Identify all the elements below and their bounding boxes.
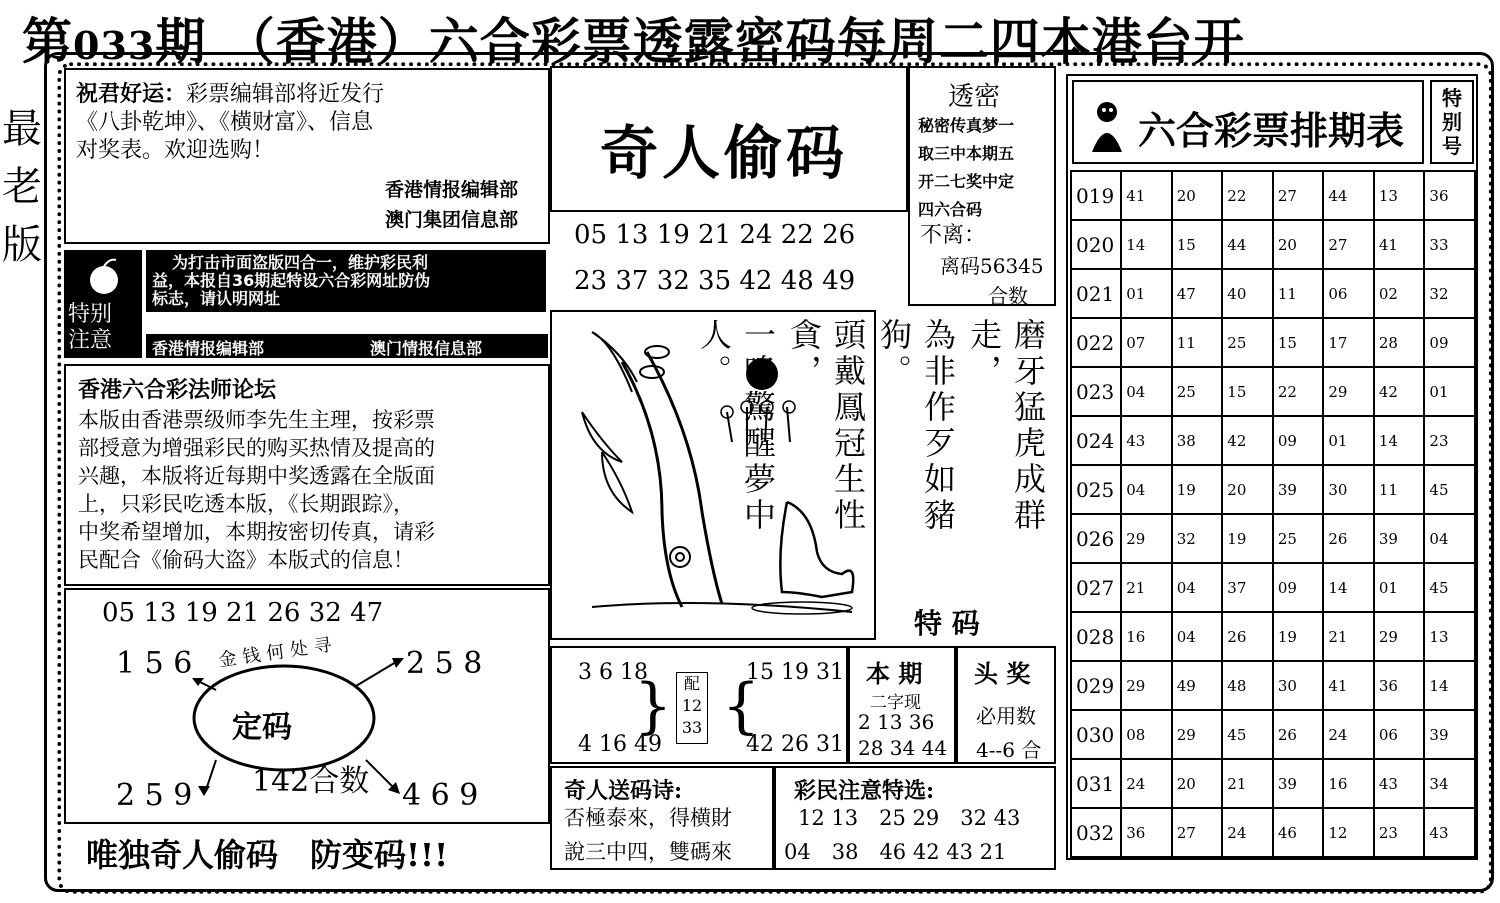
- number-cell: 06: [1323, 269, 1374, 318]
- table-row: [1071, 416, 1475, 465]
- dingma-box: [64, 588, 550, 824]
- number-cell: 27: [1273, 171, 1324, 220]
- number-cell: 26: [1273, 710, 1324, 759]
- table-row: [1071, 563, 1475, 612]
- secret-heshu: 合数: [988, 284, 1028, 308]
- benqi-l2: 28 34 44: [858, 736, 948, 760]
- dingma-center: 定码: [232, 710, 292, 745]
- special-label-1: 特别: [68, 302, 113, 327]
- pei-box: [550, 646, 848, 764]
- banner-title: 奇人偷码: [600, 119, 849, 187]
- poem2-l1: 否極泰來，得横財: [564, 806, 732, 830]
- caimin-title: 彩民注意特选:: [794, 778, 935, 804]
- number-cell: 45: [1424, 563, 1475, 612]
- number-cell: 41: [1121, 171, 1172, 220]
- forum-line: 中奖希望增加，本期按密切传真，请彩: [78, 520, 435, 544]
- number-cell: 42: [1374, 367, 1425, 416]
- table-row: [1071, 808, 1475, 857]
- special-text-line: 为打击市面盗版四合一，维护彩民利: [172, 253, 429, 272]
- issue-cell: 023: [1071, 367, 1121, 416]
- number-cell: 36: [1424, 171, 1475, 220]
- toujiang-sub: 必用数: [976, 704, 1036, 728]
- number-cell: 09: [1273, 563, 1324, 612]
- tema-label: 特 码: [914, 607, 980, 640]
- number-cell: 11: [1172, 318, 1223, 367]
- poem-col: 頭戴鳳冠生性貪，: [785, 318, 867, 534]
- secret-line: 取三中本期五: [918, 144, 1015, 163]
- number-cell: 16: [1121, 612, 1172, 661]
- poem2-title: 奇人送码诗:: [564, 778, 683, 804]
- side-header-char: 别: [1442, 110, 1462, 134]
- number-cell: 29: [1374, 612, 1425, 661]
- notice-line: 对奖表。欢迎选购！: [76, 138, 275, 163]
- poem-col: 為非作歹如豬狗。: [875, 318, 957, 534]
- dingma-heshu: 142合数: [252, 764, 370, 799]
- slogan: 唯独奇人偷码 防变码!!!: [86, 836, 449, 874]
- issue-cell: 019: [1071, 171, 1121, 220]
- number-cell: 48: [1222, 661, 1273, 710]
- special-label-box: [64, 250, 142, 358]
- secret-lima: 离码56345: [940, 254, 1044, 278]
- number-cell: 04: [1424, 514, 1475, 563]
- special-foot2: 澳门情报信息部: [370, 339, 483, 358]
- number-cell: 29: [1172, 710, 1223, 759]
- number-cell: 26: [1222, 612, 1273, 661]
- number-cell: 04: [1121, 367, 1172, 416]
- table-row: [1071, 171, 1475, 220]
- issue-cell: 022: [1071, 318, 1121, 367]
- table-row: [1071, 612, 1475, 661]
- issue-cell: 027: [1071, 563, 1121, 612]
- number-cell: 29: [1323, 367, 1374, 416]
- notice-line: 《八卦乾坤》、《横财富》、信息: [76, 110, 374, 135]
- number-cell: 36: [1374, 661, 1425, 710]
- issue-number: 033: [73, 23, 156, 68]
- number-cell: 14: [1121, 220, 1172, 269]
- number-cell: 39: [1273, 759, 1324, 808]
- special-label-2: 注意: [68, 328, 113, 353]
- table-row: [1071, 759, 1475, 808]
- number-cell: 41: [1323, 661, 1374, 710]
- number-cell: 42: [1222, 416, 1273, 465]
- number-cell: 44: [1222, 220, 1273, 269]
- number-cell: 27: [1172, 808, 1223, 857]
- banner-row1: 05 13 19 21 24 22 26: [574, 220, 856, 250]
- special-foot1: 香港情报编辑部: [152, 339, 265, 358]
- number-cell: 19: [1273, 612, 1324, 661]
- number-cell: 09: [1273, 416, 1324, 465]
- dingma-top: 05 13 19 21 26 32 47: [102, 598, 384, 628]
- number-cell: 47: [1172, 269, 1223, 318]
- number-cell: 08: [1121, 710, 1172, 759]
- caimin-l1: 12 13 25 29 32 43: [798, 806, 1021, 830]
- number-cell: 13: [1424, 612, 1475, 661]
- number-cell: 25: [1273, 514, 1324, 563]
- number-cell: 38: [1172, 416, 1223, 465]
- notice-line: 彩票编辑部将近发行: [186, 82, 385, 107]
- benqi-title: 本 期: [866, 659, 923, 688]
- number-cell: 12: [1323, 808, 1374, 857]
- number-cell: 19: [1222, 514, 1273, 563]
- mascot-icon: [1082, 94, 1132, 154]
- number-cell: 28: [1374, 318, 1425, 367]
- number-cell: 21: [1323, 612, 1374, 661]
- issue-cell: 020: [1071, 220, 1121, 269]
- special-notice: [64, 250, 548, 358]
- poem2-l2: 說三中四，雙碼來: [564, 840, 732, 864]
- number-cell: 41: [1374, 220, 1425, 269]
- table-row: [1071, 661, 1475, 710]
- number-cell: 45: [1424, 465, 1475, 514]
- issue-cell: 028: [1071, 612, 1121, 661]
- benqi-sub: 二字现: [870, 693, 921, 713]
- number-cell: 20: [1273, 220, 1324, 269]
- banner-row2: 23 37 32 35 42 48 49: [574, 266, 856, 296]
- poem2-box: [550, 766, 774, 870]
- benqi-l1: 2 13 36: [858, 710, 935, 734]
- number-cell: 02: [1374, 269, 1425, 318]
- forum-line: 部授意为增强彩民的购买热情及提高的: [78, 436, 435, 460]
- number-cell: 33: [1424, 220, 1475, 269]
- notice-box: [64, 68, 550, 244]
- secret-line: 秘密传真梦一: [918, 116, 1015, 135]
- number-cell: 04: [1121, 465, 1172, 514]
- number-cell: 43: [1374, 759, 1425, 808]
- issue-cell: 029: [1071, 661, 1121, 710]
- number-cell: 14: [1323, 563, 1374, 612]
- issue-cell: 026: [1071, 514, 1121, 563]
- toujiang-box: [956, 646, 1056, 764]
- table-row: [1071, 220, 1475, 269]
- number-cell: 22: [1222, 171, 1273, 220]
- number-cell: 37: [1222, 563, 1273, 612]
- forum-line: 民配合《偷码大盗》本版式的信息！: [78, 548, 414, 572]
- number-cell: 14: [1374, 416, 1425, 465]
- table-row: [1071, 514, 1475, 563]
- number-cell: 15: [1172, 220, 1223, 269]
- number-cell: 23: [1374, 808, 1425, 857]
- number-cell: 16: [1323, 759, 1374, 808]
- forum-line: 本版由香港票级师李先生主理，按彩票: [78, 408, 435, 432]
- schedule-panel: [1066, 74, 1478, 860]
- dingma-arc: 金钱何处寻: [217, 633, 340, 672]
- poem-col: 磨牙猛虎成群走，: [965, 318, 1047, 534]
- bomb-icon: [84, 256, 124, 296]
- schedule-title: 六合彩票排期表: [1138, 108, 1405, 153]
- issue-cell: 030: [1071, 710, 1121, 759]
- number-cell: 39: [1273, 465, 1324, 514]
- toujiang-title: 头 奖: [974, 659, 1031, 688]
- forum-body: [78, 406, 548, 574]
- issue-cell: 021: [1071, 269, 1121, 318]
- number-cell: 24: [1121, 759, 1172, 808]
- number-cell: 25: [1172, 367, 1223, 416]
- number-cell: 01: [1374, 563, 1425, 612]
- number-cell: 17: [1323, 318, 1374, 367]
- number-cell: 21: [1222, 759, 1273, 808]
- number-cell: 11: [1273, 269, 1324, 318]
- number-cell: 43: [1121, 416, 1172, 465]
- number-cell: 40: [1222, 269, 1273, 318]
- special-text-line: 益，本报自36期起特设六合彩网址防伪: [152, 271, 431, 290]
- number-cell: 01: [1323, 416, 1374, 465]
- number-cell: 15: [1273, 318, 1324, 367]
- number-cell: 19: [1172, 465, 1223, 514]
- number-cell: 27: [1323, 220, 1374, 269]
- dingma-br: 4 6 9: [402, 778, 479, 813]
- number-cell: 09: [1424, 318, 1475, 367]
- forum-line: 兴趣，本版将近每期中奖透露在全版面: [78, 464, 435, 488]
- notice-heading: 祝君好运：: [76, 81, 187, 107]
- secret-box: [908, 66, 1056, 306]
- number-cell: 45: [1222, 710, 1273, 759]
- pei-mid1: 12: [681, 696, 703, 715]
- table-row: [1071, 367, 1475, 416]
- number-cell: 04: [1172, 563, 1223, 612]
- number-cell: 01: [1121, 269, 1172, 318]
- pei-r2: 42 26 31: [746, 732, 844, 757]
- number-cell: 13: [1374, 171, 1425, 220]
- number-cell: 32: [1424, 269, 1475, 318]
- pei-mid2: 33: [681, 718, 703, 737]
- number-cell: 36: [1121, 808, 1172, 857]
- special-text: [152, 254, 546, 308]
- number-cell: 29: [1121, 514, 1172, 563]
- side-char: 最: [2, 106, 42, 152]
- pei-mid: [676, 672, 708, 744]
- issue-cell: 031: [1071, 759, 1121, 808]
- forum-box: [64, 364, 550, 586]
- secret-title: 透密: [948, 82, 1001, 112]
- schedule-title-box: [1072, 80, 1424, 164]
- number-cell: 22: [1273, 367, 1324, 416]
- number-cell: 34: [1424, 759, 1475, 808]
- notice-sign1: 香港情报编辑部: [384, 179, 518, 201]
- side-char: 版: [2, 222, 42, 268]
- number-cell: 20: [1172, 171, 1223, 220]
- number-cell: 15: [1222, 367, 1273, 416]
- number-cell: 26: [1323, 514, 1374, 563]
- side-header-char: 号: [1442, 134, 1462, 158]
- number-cell: 07: [1121, 318, 1172, 367]
- side-label: [0, 100, 44, 274]
- issue-cell: 032: [1071, 808, 1121, 857]
- poem-col: 一鳴驚醒夢中人。: [695, 318, 777, 534]
- table-row: [1071, 465, 1475, 514]
- number-cell: 44: [1323, 171, 1374, 220]
- number-cell: 49: [1172, 661, 1223, 710]
- number-cell: 29: [1121, 661, 1172, 710]
- number-cell: 21: [1121, 563, 1172, 612]
- number-cell: 30: [1323, 465, 1374, 514]
- dingma-bl: 2 5 9: [116, 778, 193, 813]
- table-row: [1071, 710, 1475, 759]
- number-cell: 30: [1273, 661, 1324, 710]
- side-header-char: 特: [1442, 86, 1462, 110]
- secret-line: 四六合码: [918, 200, 983, 219]
- caimin-l2: 04 38 46 42 43 21: [784, 840, 1007, 864]
- title-text: 期 （香港）六合彩票透露密码每周二四本港台开: [155, 12, 1245, 71]
- secret-lines: [918, 112, 1014, 224]
- number-cell: 20: [1172, 759, 1223, 808]
- number-cell: 46: [1273, 808, 1324, 857]
- number-cell: 24: [1323, 710, 1374, 759]
- right-brace: {: [722, 671, 761, 741]
- banner-box: [550, 66, 908, 212]
- table-row: [1071, 318, 1475, 367]
- dingma-tl: 1 5 6: [116, 646, 193, 681]
- secret-line: 开二七奖中定: [918, 172, 1015, 191]
- forum-line: 上，只彩民吃透本版，《长期跟踪》，: [78, 492, 414, 516]
- number-cell: 39: [1374, 514, 1425, 563]
- poem-columns: [695, 318, 1050, 588]
- pei-l1: 3 6 18: [578, 660, 648, 685]
- number-cell: 43: [1424, 808, 1475, 857]
- number-cell: 14: [1424, 661, 1475, 710]
- issue-cell: 025: [1071, 465, 1121, 514]
- caimin-box: [774, 766, 1056, 870]
- toujiang-range: 4--6 合: [976, 738, 1042, 762]
- table-row: [1071, 269, 1475, 318]
- title-prefix: 第: [22, 12, 73, 71]
- pei-l2: 4 16 49: [578, 732, 662, 757]
- issue-cell: 024: [1071, 416, 1121, 465]
- notice-sign2: 澳门集团信息部: [384, 209, 518, 231]
- number-cell: 23: [1424, 416, 1475, 465]
- pei-r1: 15 19 31: [746, 660, 844, 685]
- number-cell: 06: [1374, 710, 1425, 759]
- number-cell: 04: [1172, 612, 1223, 661]
- secret-buli: 不离：: [920, 223, 987, 248]
- dingma-tr: 2 5 8: [406, 646, 483, 681]
- forum-title: 香港六合彩法师论坛: [78, 377, 277, 403]
- number-cell: 25: [1222, 318, 1273, 367]
- number-cell: 39: [1424, 710, 1475, 759]
- number-cell: 32: [1172, 514, 1223, 563]
- number-cell: 11: [1374, 465, 1425, 514]
- number-cell: 20: [1222, 465, 1273, 514]
- special-text-line: 标志，请认明网址: [152, 289, 281, 308]
- left-brace: }: [634, 671, 673, 741]
- benqi-box: [848, 646, 956, 764]
- side-char: 老: [2, 164, 42, 210]
- pei-mid-label: 配: [683, 674, 700, 693]
- schedule-table: [1070, 170, 1476, 858]
- special-number-header: [1430, 80, 1474, 164]
- number-cell: 24: [1222, 808, 1273, 857]
- number-cell: 01: [1424, 367, 1475, 416]
